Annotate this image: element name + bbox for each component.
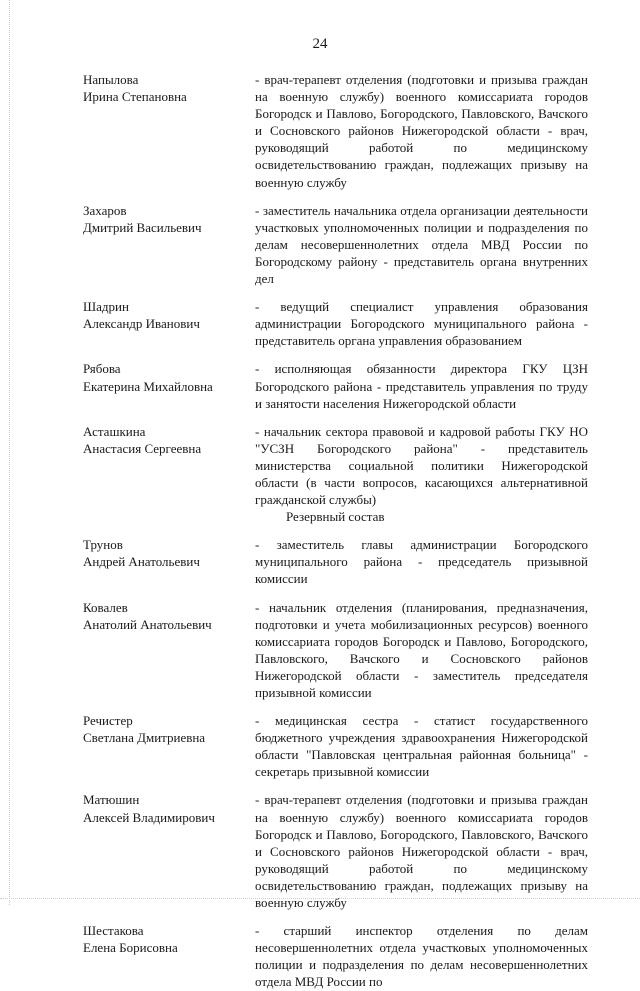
member-position: - начальник отделения (планирования, предназначения, подготовки и учета мобилизационных ресурсов) военного комиссариата городов Богородск и Павлово, Богородского, Павловского, Вачского и Сосновского районов Нижегородской области - заместитель председателя призывной комиссии	[255, 599, 588, 700]
member-name	[83, 536, 255, 587]
member-surname: Шестакова	[83, 923, 144, 939]
member-surname: Матюшин	[83, 792, 140, 808]
member-position: - заместитель главы администрации Богородского муниципального района - председатель призывной комиссии	[255, 537, 588, 587]
member-position: - начальник сектора правовой и кадровой работы ГКУ НО "УСЗН Богородского района" - представитель министерства социальной политики Нижегородской области (в части вопросов, касающихся альтернативной гражданской службы)	[255, 423, 588, 508]
member-given-names: Светлана Дмитриевна	[83, 730, 206, 746]
member-given-names: Алексей Владимирович	[83, 809, 215, 825]
member-name	[83, 71, 255, 191]
member-given-names: Александр Иванович	[83, 316, 200, 332]
member-name	[83, 712, 255, 780]
member-given-names: Ирина Степановна	[83, 89, 187, 105]
reserve-member-entry	[83, 791, 588, 911]
member-given-names: Андрей Анатольевич	[83, 554, 200, 570]
member-entry	[83, 298, 588, 349]
reserve-member-entry	[83, 599, 588, 702]
member-given-names: Анатолий Анатольевич	[83, 616, 212, 632]
scan-bottom-edge	[0, 898, 640, 899]
member-surname: Захаров	[83, 202, 127, 218]
member-position: - исполняющая обязанности директора ГКУ ЦЗН Богородского района - представитель управления по труду и занятости населения Нижегородской области	[255, 361, 588, 411]
commission-member-list	[83, 71, 588, 991]
member-position: - ведущий специалист управления образования администрации Богородского муниципального района - представитель органа управления образованием	[255, 299, 588, 349]
member-name	[83, 922, 255, 990]
member-given-names: Елена Борисовна	[83, 940, 178, 956]
reserve-member-entry	[83, 712, 588, 780]
member-name	[83, 599, 255, 702]
member-entry	[83, 360, 588, 411]
member-surname: Речистер	[83, 713, 133, 729]
member-surname: Асташкина	[83, 423, 146, 439]
reserve-section-title: Резервный состав	[286, 509, 385, 525]
member-entry	[83, 202, 588, 287]
member-name	[83, 791, 255, 911]
member-position: - старший инспектор отделения по делам несовершеннолетних отдела участковых уполномоченных полиции и подразделения по делам несовершеннолетних отдела МВД России по	[255, 923, 588, 990]
scan-margin-line	[9, 0, 10, 905]
member-name	[83, 298, 255, 349]
member-position: - медицинская сестра - статист государственного бюджетного учреждения здравоохранения Нижегородской области "Павловская центральная районная больница" - секретарь призывной комиссии	[255, 713, 588, 780]
reserve-member-entry	[83, 922, 588, 990]
member-name	[83, 202, 255, 287]
member-name	[83, 360, 255, 411]
member-surname: Ковалев	[83, 599, 128, 615]
member-given-names: Дмитрий Васильевич	[83, 219, 202, 235]
member-entry	[83, 71, 588, 191]
member-entry	[83, 423, 588, 508]
page-number: 24	[312, 36, 328, 52]
member-name	[83, 423, 255, 508]
member-surname: Рябова	[83, 361, 121, 377]
reserve-member-entry	[83, 536, 588, 587]
member-given-names: Екатерина Михайловна	[83, 378, 213, 394]
member-surname: Трунов	[83, 537, 123, 553]
member-surname: Напылова	[83, 72, 139, 87]
member-position: - врач-терапевт отделения (подготовки и призыва граждан на военную службу) военного комиссариата городов Богородск и Павлово, Богородского, Павловского, Вачского и Сосновского районов Нижегородской области - врач, руководящий работой по медицинскому освидетельствованию граждан, подлежащих призыву на военную службу	[255, 792, 588, 911]
member-surname: Шадрин	[83, 299, 129, 315]
member-given-names: Анастасия Сергеевна	[83, 440, 202, 456]
member-position: - заместитель начальника отдела организации деятельности участковых уполномоченных полиции и подразделения по делам несовершеннолетних отдела МВД России по Богородскому району - представитель органа внутренних дел	[255, 202, 588, 287]
member-position: - врач-терапевт отделения (подготовки и призыва граждан на военную службу) военного комиссариата городов Богородск и Павлово, Богородского, Павловского, Вачского и Сосновского районов Нижегородской области - врач, руководящий работой по медицинскому освидетельствованию граждан, подлежащих призыву на военную службу	[255, 72, 588, 190]
